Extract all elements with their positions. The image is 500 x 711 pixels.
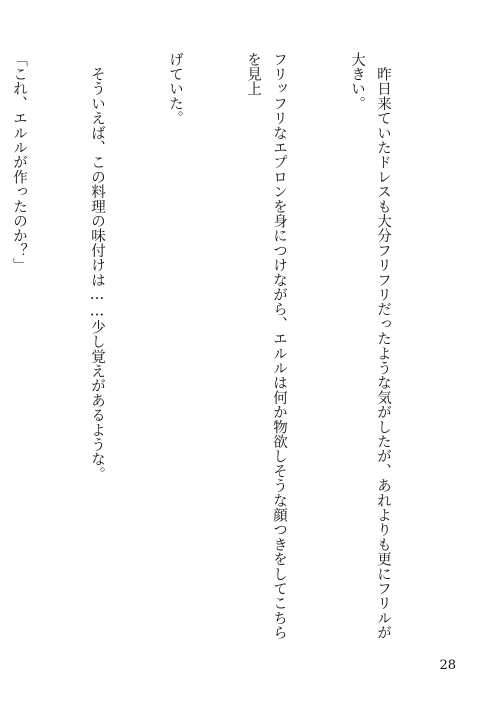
text-line: フリッフリなエプロンを身につけながら、エルルは何か物欲しそうな顔つきをしてこちらを見上 — [245, 52, 287, 640]
text-line: げていた。 — [167, 52, 183, 126]
text-line: 昨日来ていたドレスも大分フリフリだったような気がしたが、あれよりも更にフリルが大きい。 — [349, 52, 391, 640]
page-number: 28 — [439, 658, 456, 673]
text-line: 「これ、エルルが作ったのか？」 — [11, 52, 27, 273]
body-text — [0, 52, 448, 642]
text-line: そういえば、この料理の味付けは……少し覚えがあるような。 — [89, 52, 105, 482]
